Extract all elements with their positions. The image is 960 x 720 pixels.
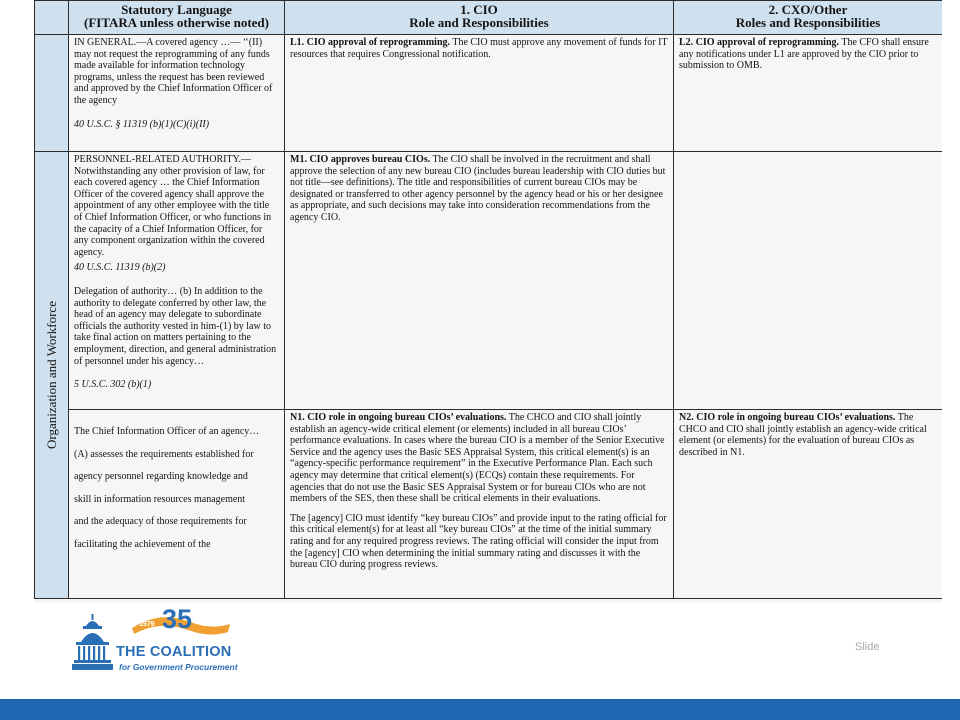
anniversary-number: 35 <box>162 604 193 634</box>
cxo-cell <box>674 152 943 410</box>
slide-label: Slide <box>855 641 880 653</box>
category-label: Organization and Workforce <box>43 301 59 449</box>
cio-cell: M1. CIO approves bureau CIOs. The CIO shall be involved in the recruitment and shall approve the selection of any new bureau CIO (includes bureau leadership with CIO duties but not title—see definitions). The title and responsibilities of current bureau CIOs may be designated or transferred to other agency personnel by the agency head or his or her designee as appropriate, and such decisions may take into consideration recommendations from the agency CIO. <box>285 152 674 410</box>
org-name: THE COALITION <box>116 644 232 660</box>
category-cell <box>35 152 69 599</box>
cio-cell: N1. CIO role in ongoing bureau CIOs’ evaluations. The CHCO and CIO shall jointly establish an agency-wide critical element (or elements) included in all bureau CIOs’ performance evaluations. In cases where the bureau CIO is a member of the Senior Executive Service and the agency uses the Basic SES Appraisal System, this critical element(s) is an “agency-specific performance requirement” in the Executive Performance Plan. Each such agency may determine that critical element(s) (ECQs) contain these requirements. For agencies that do not use the Basic SES Appraisal System or for bureau CIOs who are not members of the SES, then these shall be critical elements in their evaluations. The [agency] CIO must identify “key bureau CIOs” and provide input to the rating official for this critical element(s) for at least all “key bureau CIOs” at the time of the initial summary rating and for any required progress reviews. The rating official will consider the input from the [agency] CIO when determining the initial summary rating and discusses it with the bureau CIO during progress reviews. <box>285 410 674 599</box>
cxo-header: 2. CXO/Other Roles and Responsibilities <box>674 1 943 35</box>
category-cell-blank <box>35 35 69 152</box>
org-subtitle: for Government Procurement <box>119 662 238 672</box>
anniversary-year-start: 1979 <box>139 621 155 628</box>
statutory-cell: The Chief Information Officer of an agency… (A) assesses the requirements established for agency personnel regarding knowledge and skill in information resources management and the adequacy of those requirements for facilitating the achievement of the <box>69 410 285 599</box>
bottom-bar <box>0 699 960 720</box>
table-row <box>35 152 943 410</box>
table-row <box>35 410 943 599</box>
anniversary-year-end: 2014 <box>203 621 219 628</box>
roles-table <box>34 0 942 599</box>
scanned-table-image <box>34 0 942 603</box>
table-row <box>35 35 943 152</box>
cxo-cell: L2. CIO approval of reprogramming. The CFO shall ensure any notifications under L1 are approved by the CIO prior to submission to OMB. <box>674 35 943 152</box>
statutory-cell: PERSONNEL-RELATED AUTHORITY.—Notwithstanding any other provision of law, for each covered agency … the Chief Information Officer of the covered agency shall approve the appointment of any other employee with the title of Chief Information Officer, or who functions in the capacity of a Chief Information Officer, for any component organization within the covered agency. 40 U.S.C. 11319 (b)(2) Delegation of authority… (b) In addition to the authority to delegate conferred by other law, the head of an agency may delegate to subordinate officials the authority vested in him-(1) by law to take final action on matters pertaining to the employment, direction, and general administration of personnel under his agency… 5 U.S.C. 302 (b)(1) <box>69 152 285 410</box>
statutory-header: Statutory Language (FITARA unless otherwise noted) <box>69 1 285 35</box>
table-header-row <box>35 1 943 35</box>
cxo-cell: N2. CIO role in ongoing bureau CIOs’ evaluations. The CHCO and CIO shall jointly establish an agency-wide critical element (or elements) for the evaluation of bureau CIOs as described in N1. <box>674 410 943 599</box>
cio-header: 1. CIO Role and Responsibilities <box>285 1 674 35</box>
category-header-cell <box>35 1 69 35</box>
cio-cell: L1. CIO approval of reprogramming. The CIO must approve any movement of funds for IT resources that requires Congressional notification. <box>285 35 674 152</box>
statutory-cell: IN GENERAL.—A covered agency …— ‘‘(II) may not request the reprogramming of any funds made available for information technology programs, unless the request has been reviewed and approved by the Chief Information Officer of the agency 40 U.S.C. § 11319 (b)(1)(C)(i)(II) <box>69 35 285 152</box>
